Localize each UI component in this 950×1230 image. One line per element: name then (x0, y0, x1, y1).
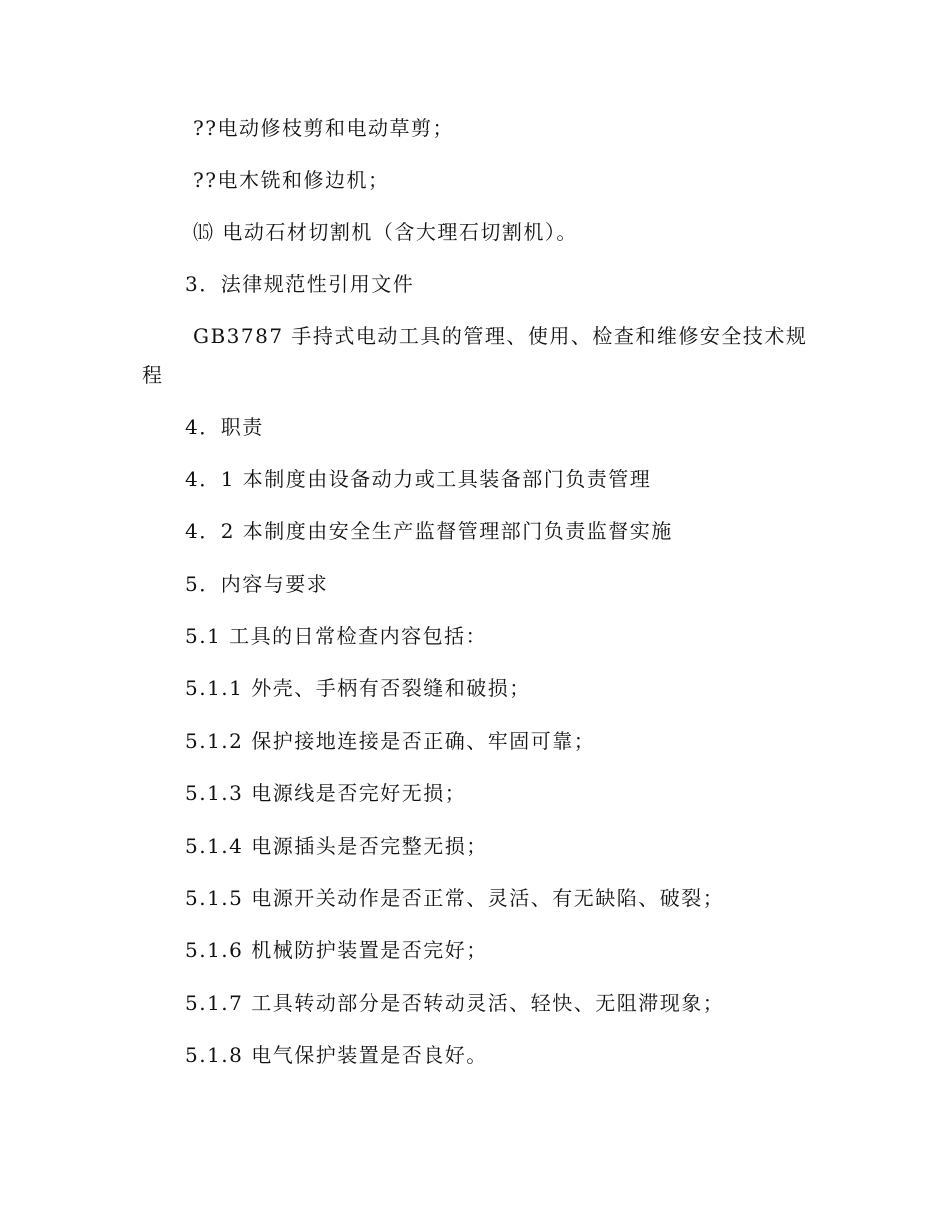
list-item-electric-pruning-shears: ??电动修枝剪和电动草剪； (193, 116, 454, 140)
clause-5-1-2: 5.1.2 保护接地连接是否正确、牢固可靠； (185, 729, 596, 753)
section-heading-references: 3．法律规范性引用文件 (185, 272, 415, 296)
section-heading-responsibilities: 4．职责 (185, 415, 264, 439)
paragraph-gb3787-continuation: 程 (142, 363, 164, 387)
clause-5-1-8: 5.1.8 电气保护装置是否良好。 (185, 1043, 488, 1067)
paragraph-gb3787: GB3787 手持式电动工具的管理、使用、检查和维修安全技术规 (193, 324, 808, 348)
clause-5-1: 5.1 工具的日常检查内容包括： (185, 624, 488, 648)
list-item-electric-router: ??电木铣和修边机； (193, 168, 390, 192)
clause-5-1-6: 5.1.6 机械防护装置是否完好； (185, 938, 488, 962)
clause-5-1-4: 5.1.4 电源插头是否完整无损； (185, 834, 488, 858)
clause-5-1-1: 5.1.1 外壳、手柄有否裂缝和破损； (185, 676, 531, 700)
clause-5-1-3: 5.1.3 电源线是否完好无损； (185, 781, 467, 805)
section-heading-content-requirements: 5．内容与要求 (185, 572, 329, 596)
clause-5-1-5: 5.1.5 电源开关动作是否正常、灵活、有无缺陷、破裂； (185, 886, 725, 910)
list-item-stone-cutter: ⒂ 电动石材切割机（含大理石切割机）。 (193, 220, 578, 244)
clause-4-2: 4．2 本制度由安全生产监督管理部门负责监督实施 (185, 519, 673, 543)
clause-4-1: 4．1 本制度由设备动力或工具装备部门负责管理 (185, 467, 652, 491)
clause-5-1-7: 5.1.7 工具转动部分是否转动灵活、轻快、无阻滞现象； (185, 991, 725, 1015)
